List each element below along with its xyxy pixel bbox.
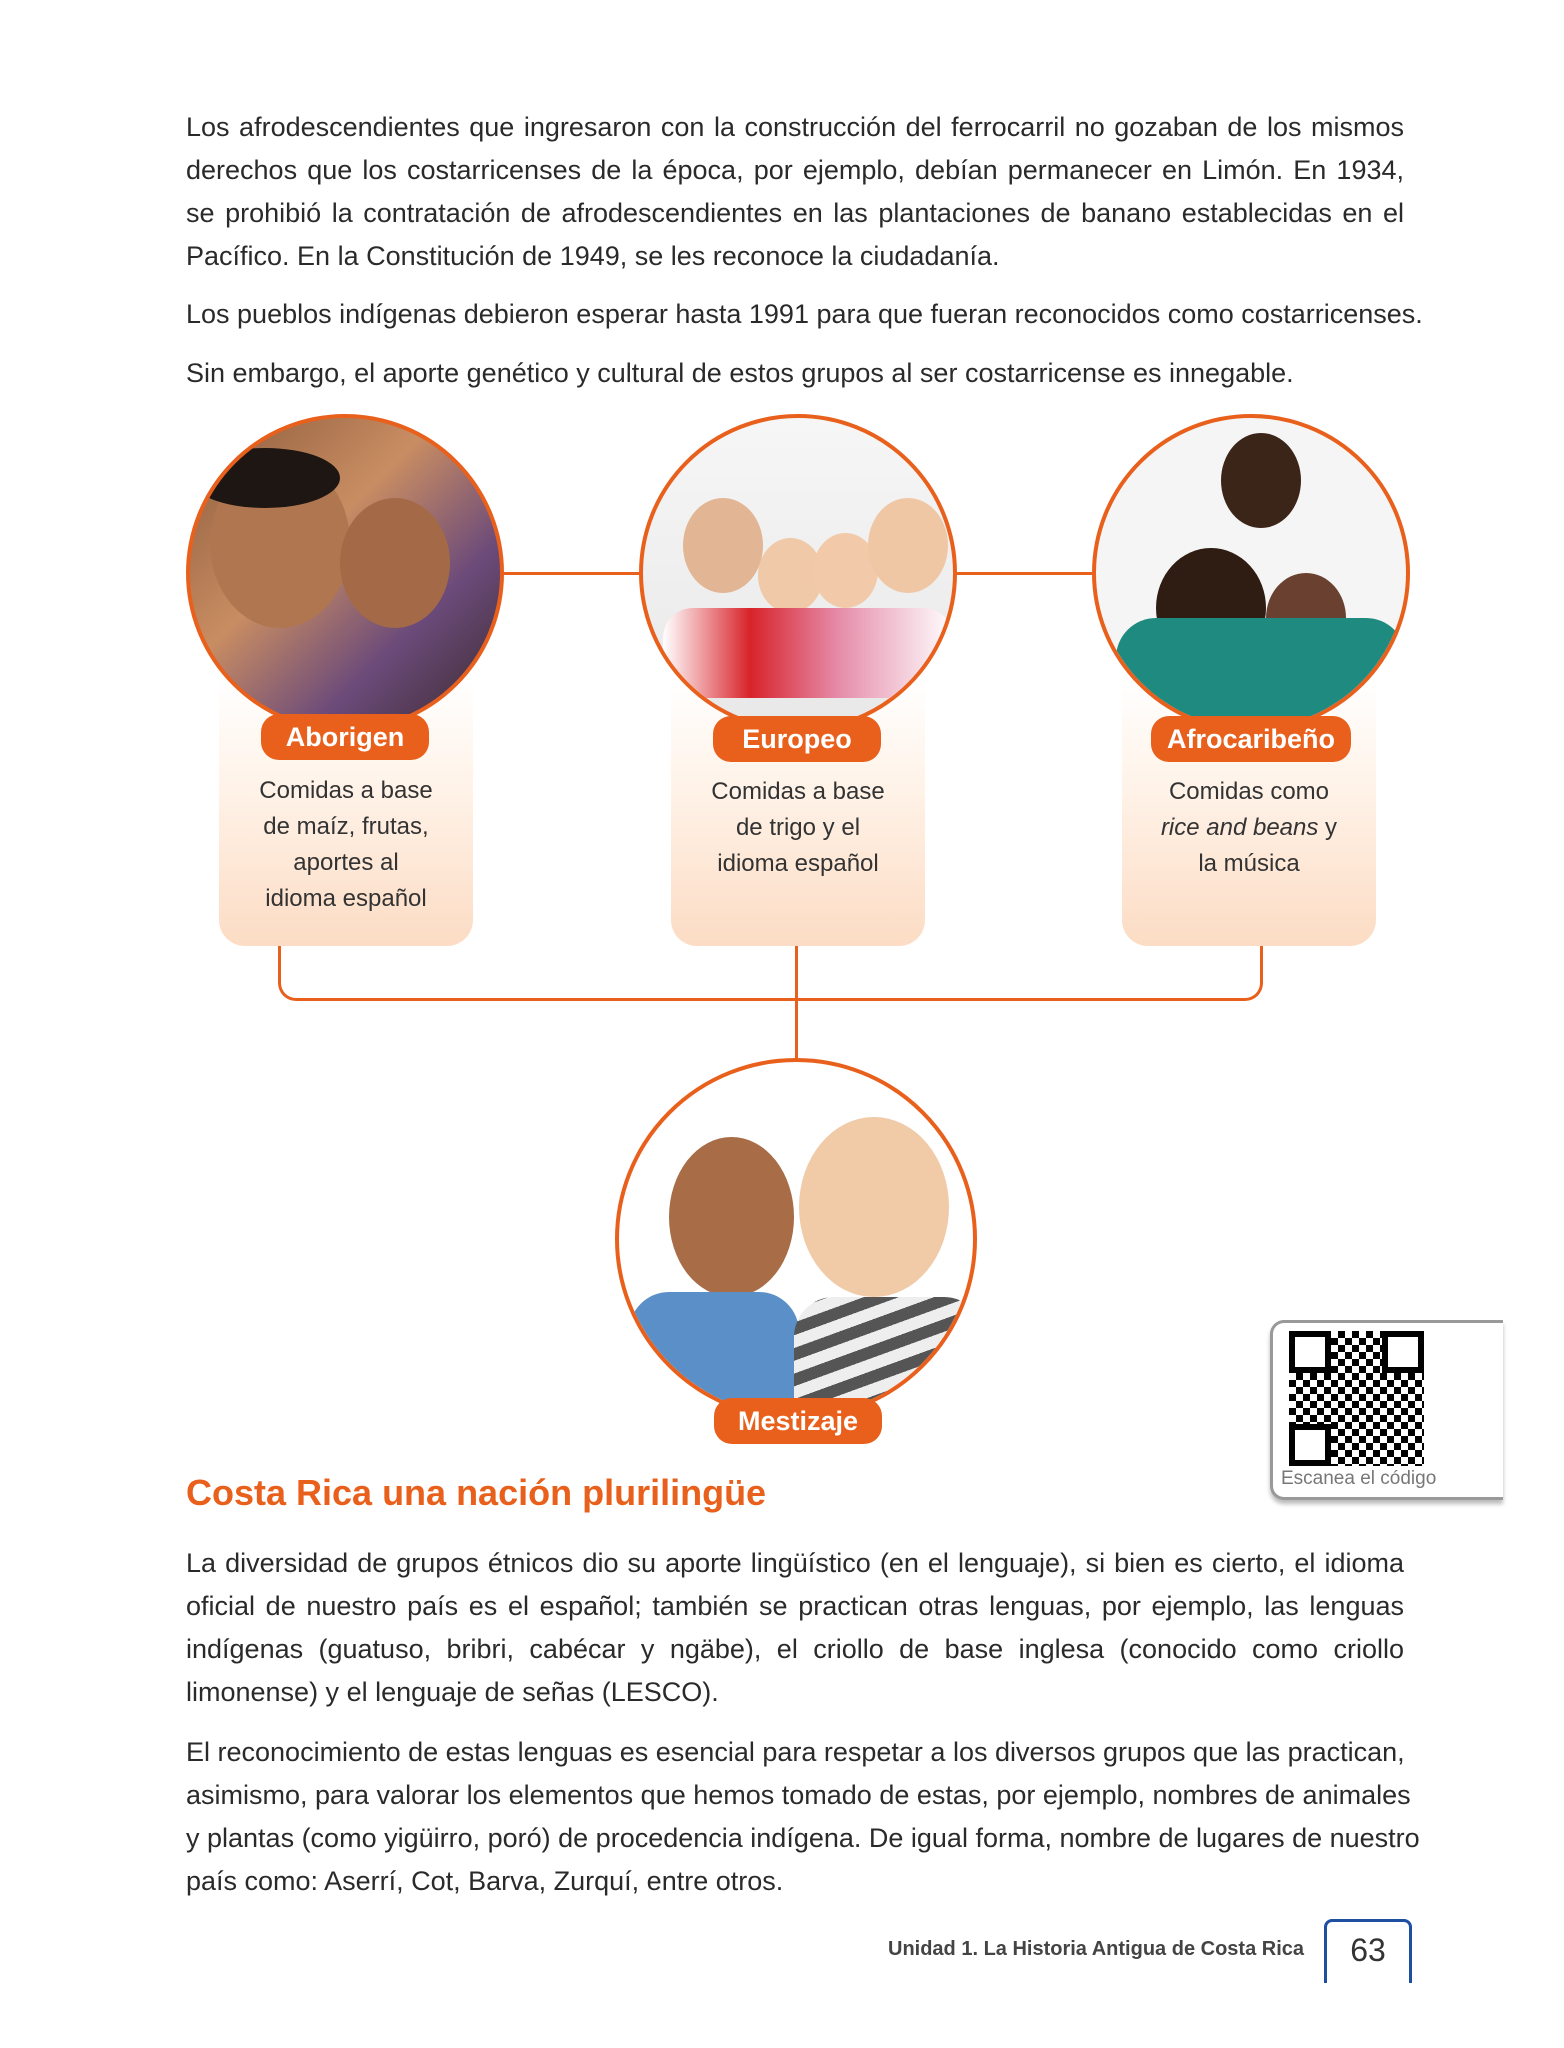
afrocaribeno-photo [1092,414,1410,732]
page-number-box [1324,1919,1412,1983]
section-paragraph-1 [186,1542,1404,1714]
label-europeo: Europeo [713,716,881,762]
text-line: oficial de nuestro país es el español; también se practican otras lenguas, por ejemplo, las lenguas [186,1591,1404,1621]
text-line: y plantas (como yigüirro, poró) de procedencia indígena. De igual forma, nombre de lugares de nuestro [186,1823,1420,1853]
text-line: asimismo, para valorar los elementos que hemos tomado de estas, por ejemplo, nombres de animales [186,1780,1411,1810]
qr-caption: Escanea el código [1281,1468,1437,1489]
card-text: Comidas a base de maíz, frutas, aportes al idioma español [259,777,433,912]
text-line: derechos que los costarricenses de la época, por ejemplo, debían permanecer en Limón. En 1934, [186,155,1404,185]
connector-line [795,945,798,1060]
qr-code-box[interactable] [1270,1320,1503,1500]
text-line: se prohibió la contratación de afrodescendientes en las plantaciones de banano establecidas en el [186,198,1404,228]
europeo-photo [639,414,957,732]
connector-line [955,572,1095,575]
label-aborigen: Aborigen [261,714,429,760]
qr-code[interactable] [1289,1331,1424,1466]
page-number: 63 [1350,1932,1386,1968]
text-line: país como: Aserrí, Cot, Barva, Zurquí, entre otros. [186,1866,784,1896]
aborigen-photo [186,414,504,732]
card-text: Comidas como rice and beans y la música [1160,778,1338,877]
text-line: Pacífico. En la Constitución de 1949, se les reconoce la ciudadanía. [186,241,1000,271]
intro-paragraph-2 [186,293,1423,336]
intro-paragraph-1 [186,106,1404,278]
bracket-connector [278,945,1263,1001]
label-mestizaje: Mestizaje [714,1398,882,1444]
label-afrocaribeno: Afrocaribeño [1151,716,1351,762]
mestizaje-photo [615,1058,977,1420]
text-line: La diversidad de grupos étnicos dio su aporte lingüístico (en el lenguaje), si bien es cierto, el idioma [186,1548,1404,1578]
section-paragraph-2 [186,1731,1420,1903]
text-line: Los pueblos indígenas debieron esperar hasta 1991 para que fueran reconocidos como costarricenses. [186,299,1423,329]
connector-line [500,572,645,575]
intro-paragraph-3 [186,352,1404,395]
text-line: indígenas (guatuso, bribri, cabécar y ngäbe), el criollo de base inglesa (conocido como criollo [186,1634,1404,1664]
card-text: Comidas a base de trigo y el idioma español [711,778,885,877]
text-line: Sin embargo, el aporte genético y cultural de estos grupos al ser costarricense es innegable. [186,358,1294,388]
section-heading: Costa Rica una nación plurilingüe [186,1472,767,1513]
footer-unit-title: Unidad 1. La Historia Antigua de Costa Rica [888,1938,1304,1960]
text-line: El reconocimiento de estas lenguas es esencial para respetar a los diversos grupos que las practican, [186,1737,1405,1767]
text-line: limonense) y el lenguaje de señas (LESCO). [186,1677,719,1707]
text-line: Los afrodescendientes que ingresaron con la construcción del ferrocarril no gozaban de los mismos [186,112,1404,142]
